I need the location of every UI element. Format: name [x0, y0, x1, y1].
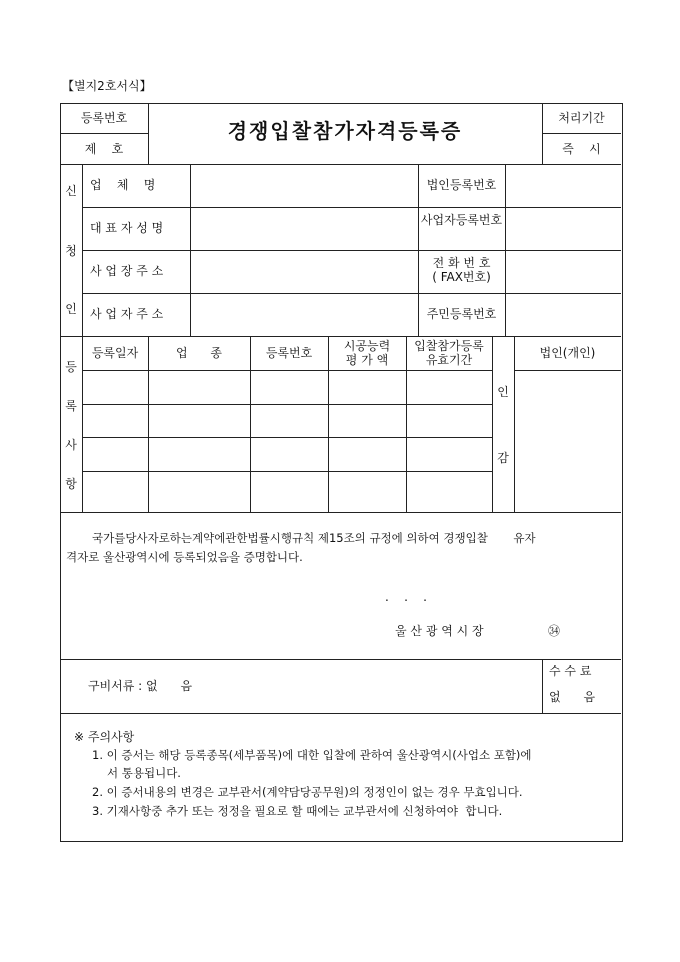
issue-date: . . .: [385, 590, 427, 604]
note-item: 1. 이 증서는 해당 등록종목(세부품목)에 대한 입찰에 관하여 울산광역시(사업소 포함)에: [92, 748, 532, 762]
note-item: 3. 기재사항중 추가 또는 정정을 필요로 할 때에는 교부관서에 신청하여야 합니다.: [92, 804, 503, 818]
resident-reg-no-label: 주민등록번호: [426, 307, 497, 321]
col-capacity: 시공능력 평 가 액: [343, 339, 391, 367]
divider: [514, 336, 515, 512]
official-seal: ㉞: [548, 624, 561, 638]
divider: [60, 713, 621, 714]
registration-label-char: 등: [65, 360, 77, 374]
applicant-label-char: 신: [65, 184, 77, 198]
divider: [60, 133, 148, 134]
divider: [60, 659, 621, 660]
notes-title: ※ 주의사항: [74, 730, 135, 744]
processing-value: 즉 시: [562, 142, 601, 156]
representative-label: 대 표 자 성 명: [90, 221, 164, 235]
page-title: 경쟁입찰참가자격등록증: [227, 119, 463, 143]
form-code: 【별지2호서식】: [62, 79, 152, 93]
divider: [82, 207, 621, 208]
divider: [250, 336, 251, 512]
divider: [82, 293, 621, 294]
certificate-text-line1: 국가를당사자로하는계약에관한법률시행규칙 제15조의 규정에 의하여 경쟁입찰 유자: [92, 531, 536, 545]
divider: [542, 133, 621, 134]
divider: [82, 370, 492, 371]
registration-label-char: 항: [65, 477, 77, 491]
registration-label-char: 사: [65, 438, 77, 452]
note-item: 서 통용됩니다.: [107, 766, 181, 780]
col-reg-date: 등록일자: [91, 346, 139, 360]
col-corp-individual: 법인(개인): [539, 346, 596, 360]
divider: [514, 370, 621, 371]
note-item: 2. 이 증서내용의 변경은 교부관서(계약담당공무원)의 정정인이 없는 경우 무효입니다.: [92, 785, 523, 799]
divider: [542, 659, 543, 713]
applicant-label-char: 청: [65, 244, 77, 258]
processing-label: 처리기간: [558, 111, 605, 125]
col-validity: 입찰참가등록 유효기간: [414, 339, 484, 367]
divider: [148, 336, 149, 512]
form-border: [60, 103, 623, 842]
divider: [82, 164, 83, 512]
divider: [82, 437, 492, 438]
col-reg-no: 등록번호: [265, 346, 313, 360]
corp-reg-no-label: 법인등록번호: [426, 178, 497, 192]
phone-fax-label: 전 화 번 호 ( FAX번호): [432, 256, 491, 284]
certificate-text-line2: 격자로 울산광역시에 등록되었음을 증명합니다.: [66, 550, 303, 564]
business-reg-no-label: 사업자등록번호: [420, 213, 503, 227]
divider: [60, 336, 621, 337]
registration-label-char: 록: [65, 399, 77, 413]
fee-value: 없 음: [549, 690, 596, 704]
required-documents: 구비서류 : 없 음: [88, 679, 193, 693]
applicant-label-char: 인: [65, 302, 77, 316]
issuer-name: 울 산 광 역 시 장: [395, 624, 484, 638]
reg-no-label: 등록번호: [80, 111, 128, 125]
divider: [492, 336, 493, 512]
divider: [82, 471, 492, 472]
fee-label: 수 수 료: [549, 664, 592, 678]
divider: [82, 404, 492, 405]
col-industry: 업 종: [175, 346, 223, 360]
company-name-label: 업 체 명: [90, 178, 156, 192]
owner-address-label: 사 업 자 주 소: [90, 307, 164, 321]
reg-no-value: 제 호: [84, 142, 124, 156]
seal-label-char: 감: [497, 451, 509, 465]
divider: [60, 512, 621, 513]
business-address-label: 사 업 장 주 소: [90, 264, 164, 278]
divider: [82, 250, 621, 251]
seal-label-char: 인: [497, 385, 509, 399]
divider: [60, 164, 621, 165]
